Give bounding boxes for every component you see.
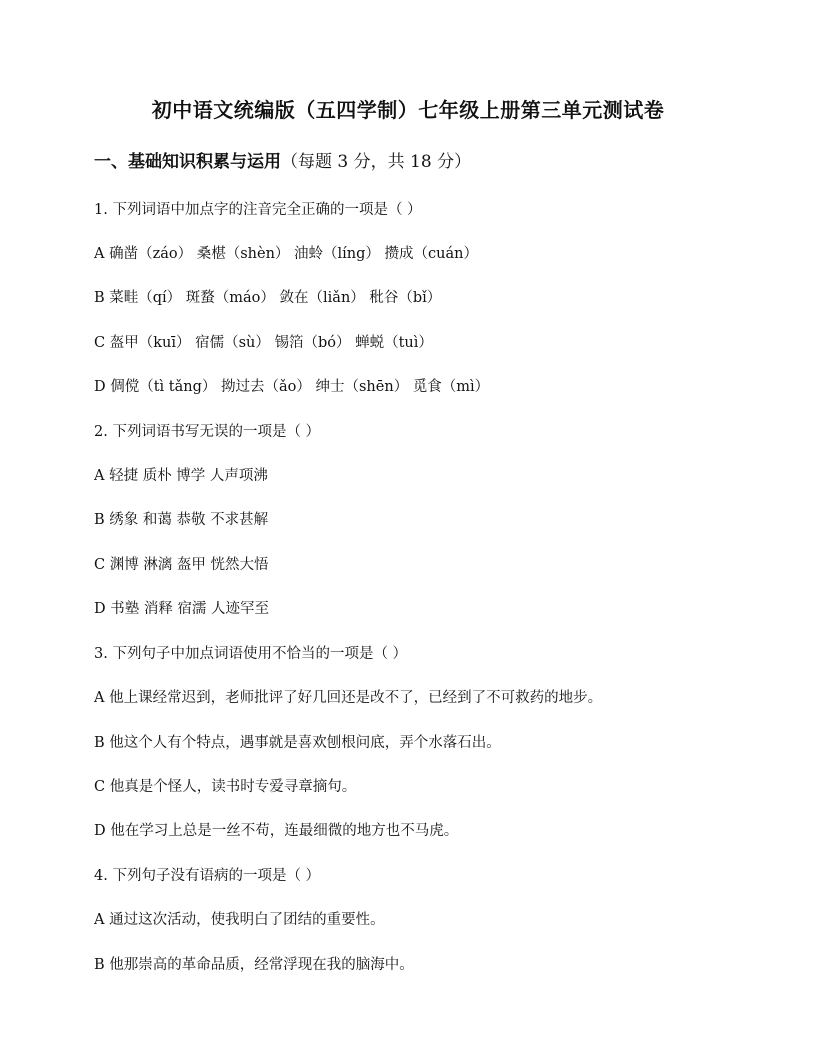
question-1-option-b: B 菜畦（qí） 斑蝥（máo） 敛在（liǎn） 秕谷（bǐ） — [94, 290, 442, 306]
question-3-option-a: A 他上课经常迟到，老师批评了好几回还是改不了，已经到了不可救药的地步。 — [94, 690, 603, 706]
question-1-stem: 1. 下列词语中加点字的注音完全正确的一项是（ ） — [94, 202, 422, 218]
question-3-option-b: B 他这个人有个特点，遇事就是喜欢刨根问底，弄个水落石出。 — [94, 735, 501, 751]
question-2-option-d: D 书塾 消释 宿濡 人迹罕至 — [94, 601, 270, 617]
question-1-option-c: C 盔甲（kuī） 宿儒（sù） 锡箔（bó） 蝉蜕（tuì） — [94, 335, 433, 351]
question-3-stem: 3. 下列句子中加点词语使用不恰当的一项是（ ） — [94, 646, 408, 662]
question-3-option-c: C 他真是个怪人，读书时专爱寻章摘句。 — [94, 779, 357, 795]
section-heading-score-note: （每题 3 分，共 18 分） — [281, 152, 472, 172]
section-heading — [94, 149, 471, 175]
document-title: 初中语文统编版（五四学制）七年级上册第三单元测试卷 — [151, 98, 665, 122]
question-2-stem: 2. 下列词语书写无误的一项是（ ） — [94, 424, 321, 440]
question-4-stem: 4. 下列句子没有语病的一项是（ ） — [94, 868, 321, 884]
question-2-option-a: A 轻捷 质朴 博学 人声项沸 — [94, 468, 268, 484]
question-2-option-c: C 渊博 淋漓 盔甲 恍然大悟 — [94, 557, 269, 573]
section-heading-label: 一、基础知识积累与运用 — [94, 152, 281, 172]
question-3-option-d: D 他在学习上总是一丝不苟，连最细微的地方也不马虎。 — [94, 823, 459, 839]
question-4-option-b: B 他那崇高的革命品质，经常浮现在我的脑海中。 — [94, 957, 414, 973]
question-4-option-a: A 通过这次活动，使我明白了团结的重要性。 — [94, 912, 385, 928]
question-1-option-d: D 倜傥（tì tǎng） 拗过去（ǎo） 绅士（shēn） 觅食（mì） — [94, 379, 490, 395]
question-1-option-a: A 确凿（záo） 桑椹（shèn） 油蛉（líng） 攒成（cuán） — [94, 246, 478, 262]
question-2-option-b: B 绣象 和蔼 恭敬 不求甚解 — [94, 512, 269, 528]
